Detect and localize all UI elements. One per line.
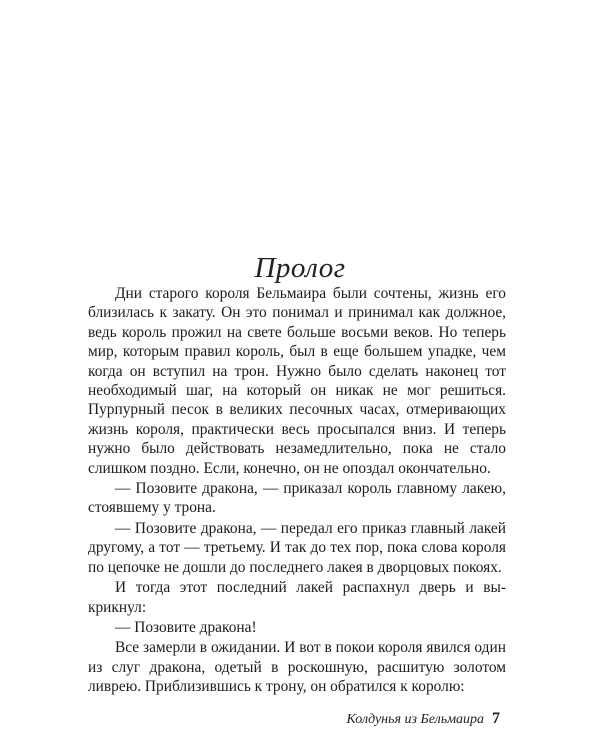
running-book-title: Колдунья из Бельмаира <box>346 712 484 727</box>
page-footer <box>88 710 500 728</box>
paragraph: Дни старого короля Бельмаира были сочтены, жизнь его близилась к закату. Он это понимал и принимал как должное, ведь король прожил на свете больше восьми веков. Но теперь мир, которым правил король, был в еще большем упадке, чем когда он вступил на трон. Нужно было сделать наконец тот необходимый шаг, на который он никак не мог решиться. Пурпурный песок в великих песочных часах, отмеривающих жизнь короля, практически весь просыпался вниз. И теперь нужно было действовать незамедлительно, пока не стало слишком поздно. Если, конечно, он не опоздал окончательно. <box>88 285 506 477</box>
paragraph: Все замерли в ожидании. И вот в покои короля явился один из слуг дракона, одетый в роскошную, расшитую золотом ливрею. Приблизившись к трону, он обратился к королю: <box>88 639 506 696</box>
chapter-title: Пролог <box>254 252 346 284</box>
paragraph: — Позовите дракона, — передал его приказ главный лакей другому, а тот — третьему. И так до тех пор, пока слова короля по цепочке не дошли до последнего лакея в дворцовых покоях. <box>88 519 506 576</box>
paragraph: — Позовите дракона! <box>115 618 257 636</box>
body-text <box>88 284 506 698</box>
paragraph: — Позовите дракона, — приказал король главному лакею, стоявшему у трона. <box>88 480 506 517</box>
page-number: 7 <box>492 710 500 727</box>
paragraph: И тогда этот последний лакей распахнул дверь и выкрикнул: <box>88 579 506 616</box>
